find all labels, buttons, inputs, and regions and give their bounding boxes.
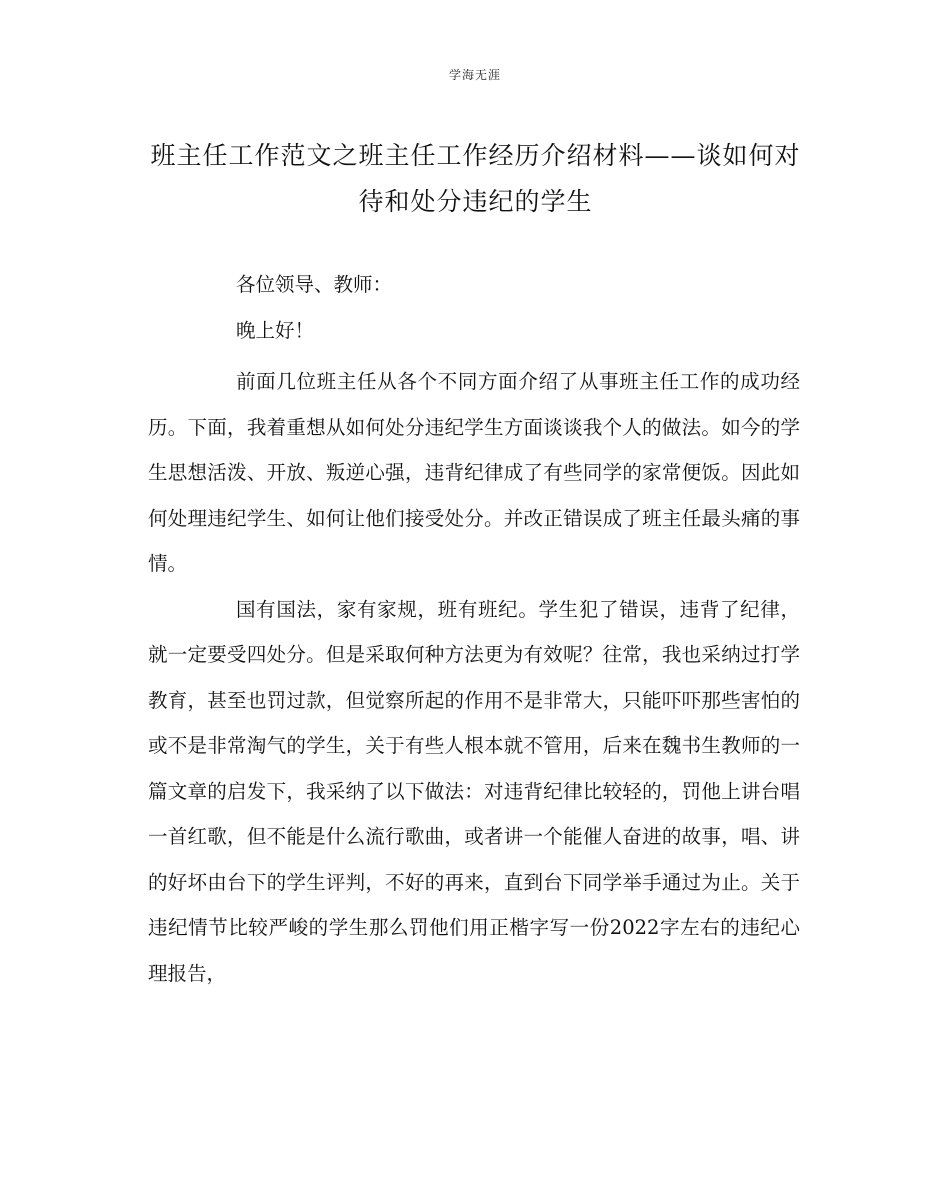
paragraph-2: 国有国法，家有家规，班有班纪。学生犯了错误，违背了纪律，就一定要受四处分。但是采取何种方法更为有效呢？往常，我也采纳过打学教育，甚至也罚过款，但觉察所起的作用不是非常大，只能吓吓那些害怕的或不是非常淘气的学生，关于有些人根本就不管用，后来在魏书生教师的一篇文章的启发下，我采纳了以下做法：对违背纪律比较轻的，罚他上讲台唱一首红歌，但不能是什么流行歌曲，或者讲一个能催人奋进的故事，唱、讲的好坏由台下的学生评判，不好的再来，直到台下同学举手通过为止。关于违纪情节比较严峻的学生那么罚他们用正楷字写一份2022字左右的违纪心理报告， [148, 597, 800, 985]
page-header: 学海无涯 [448, 68, 501, 82]
paragraph-1: 前面几位班主任从各个不同方面介绍了从事班主任工作的成功经历。下面，我着重想从如何处分违纪学生方面谈谈我个人的做法。如今的学生思想活泼、开放、叛逆心强，违背纪律成了有些同学的家常便饭。因此如何处理违纪学生、如何让他们接受处分。并改正错误成了班主任最头痛的事情。 [148, 370, 800, 575]
greeting: 晚上好！ [236, 318, 315, 342]
salutation: 各位领导、教师： [236, 273, 393, 296]
document-body [148, 268, 800, 996]
document-title: 班主任工作范文之班主任工作经历介绍材料——谈如何对待和处分违纪的学生 [150, 141, 801, 216]
